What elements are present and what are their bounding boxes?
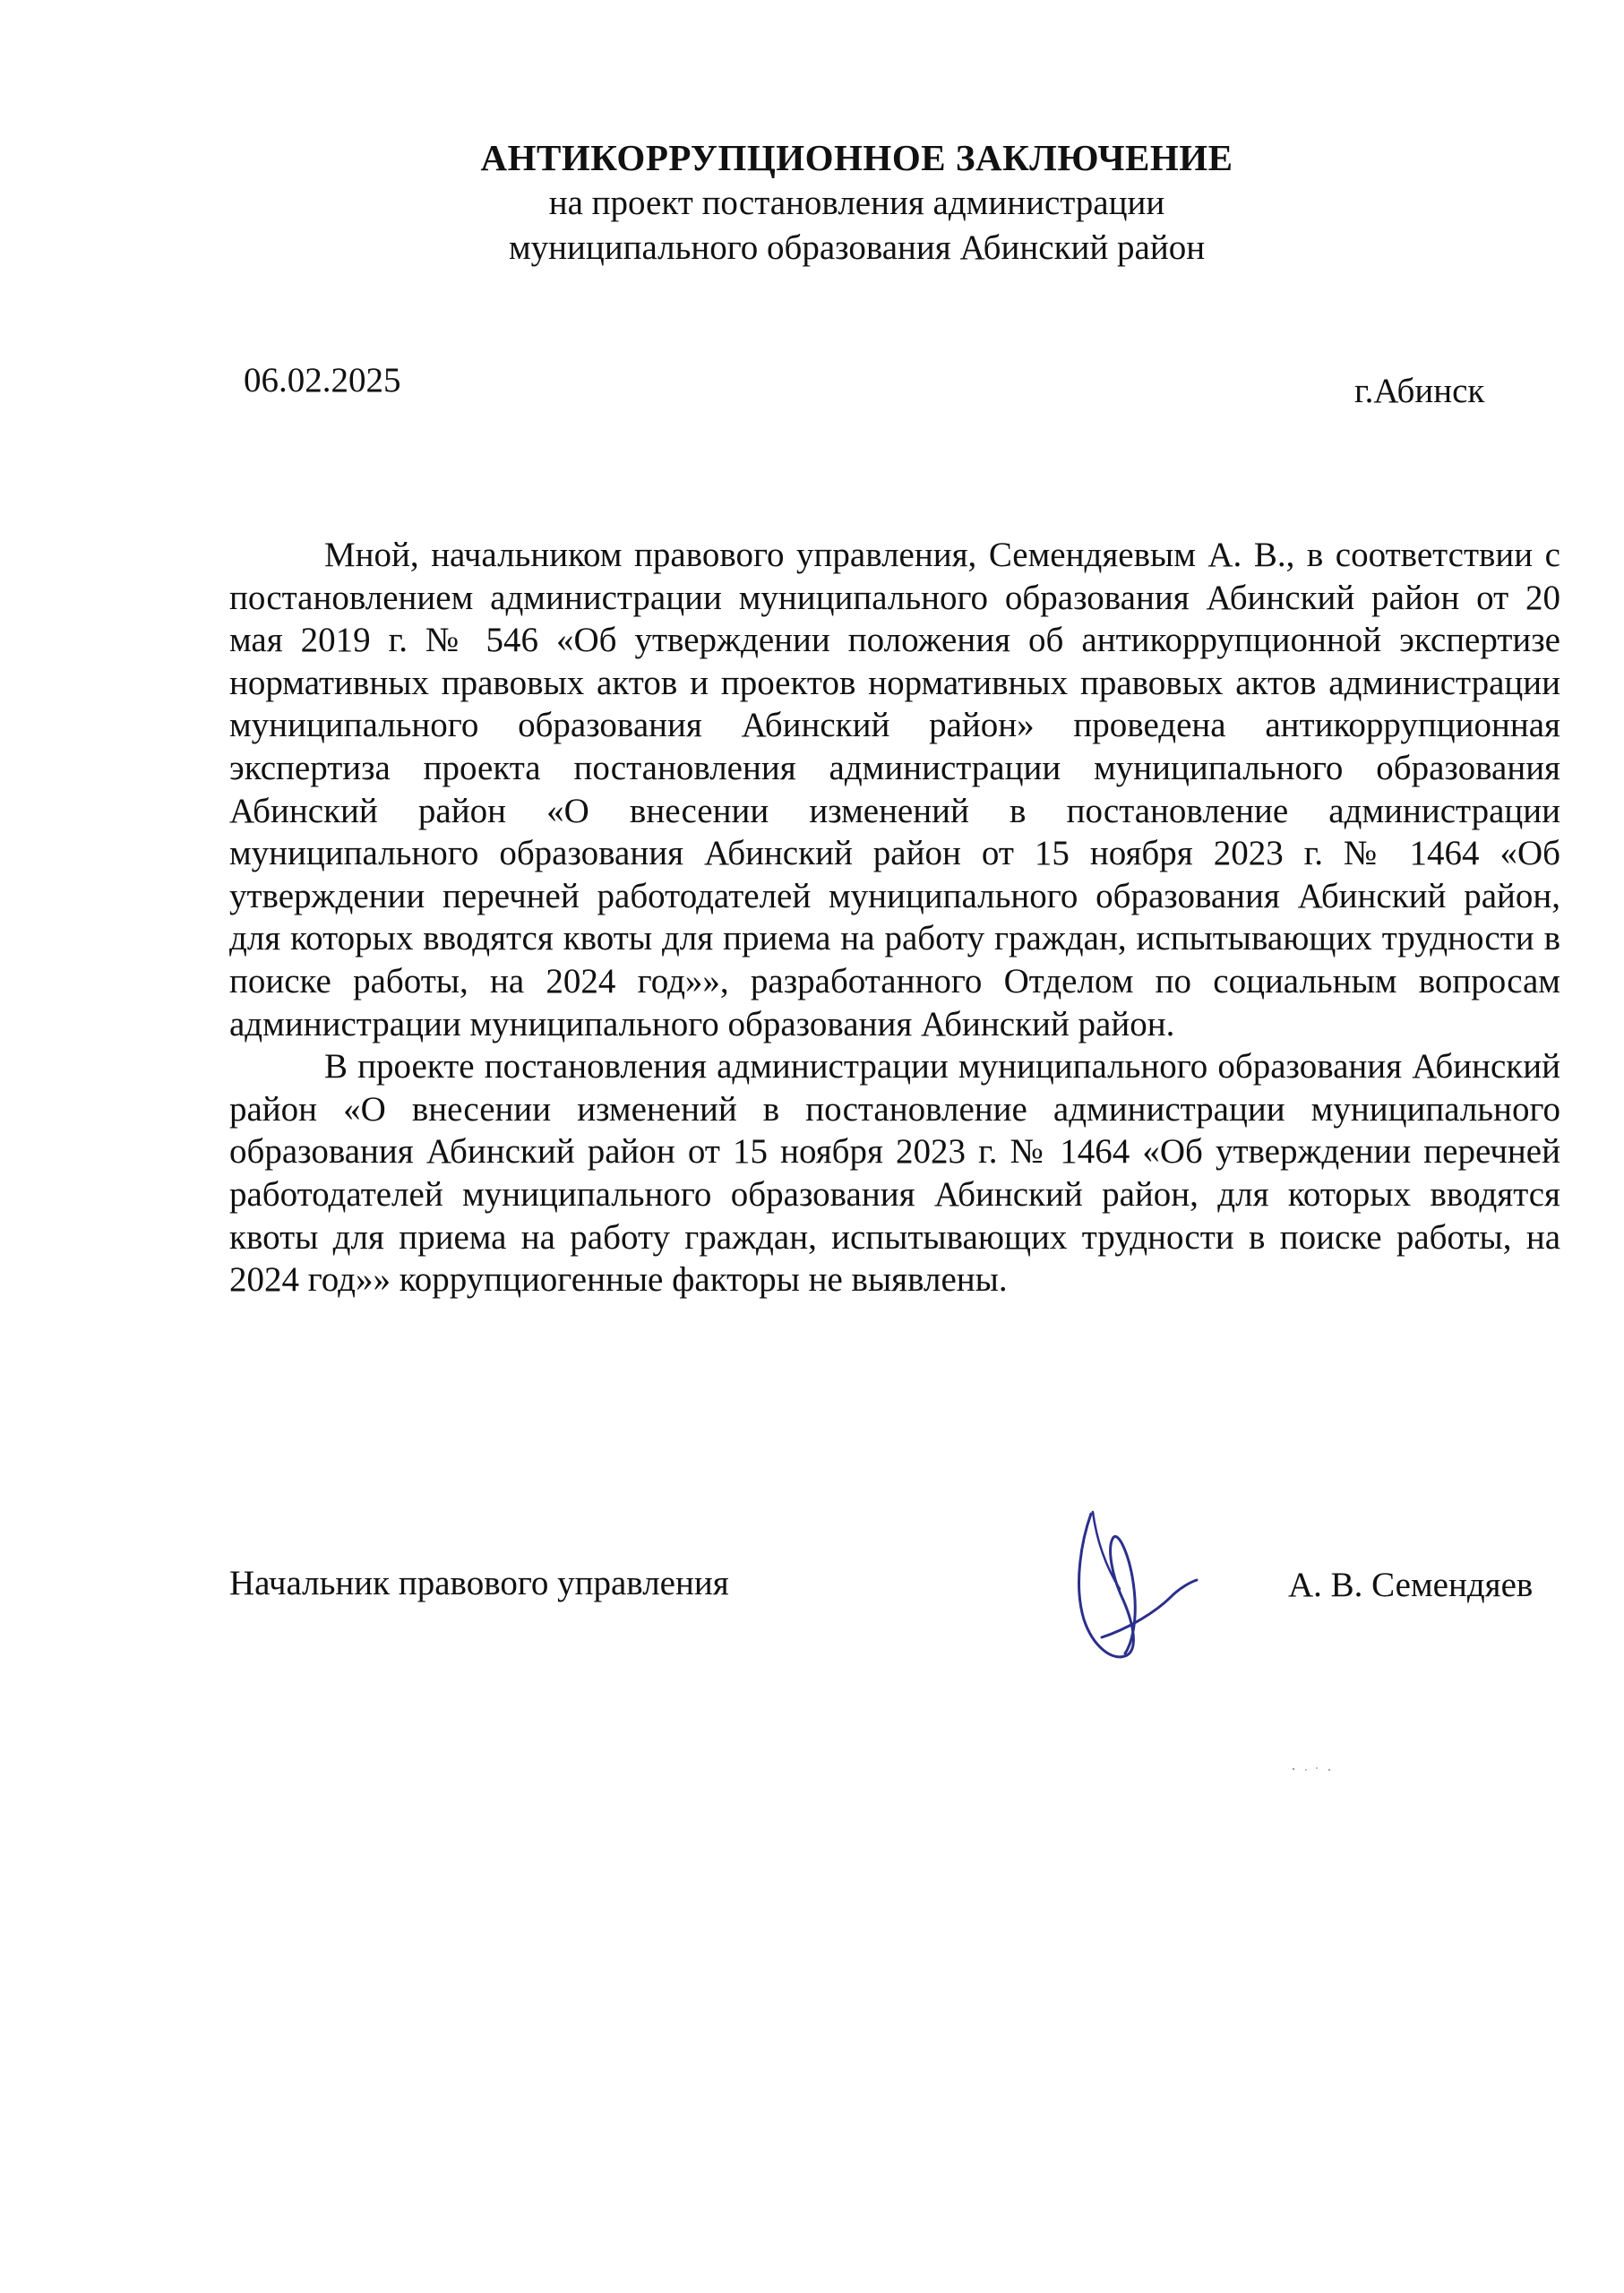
document-body: [229, 534, 1560, 1301]
handwritten-signature: [1066, 1503, 1209, 1682]
signer-name: А. В. Семендяев: [1288, 1566, 1534, 1604]
scan-specks: [1290, 1765, 1344, 1773]
document-date: 06.02.2025: [244, 361, 401, 399]
document-city: г.Абинск: [1354, 372, 1485, 410]
document-subtitle-line-1: на проект постановления администрации: [548, 184, 1165, 222]
document-title: АНТИКОРРУПЦИОННОЕ ЗАКЛЮЧЕНИЕ: [480, 137, 1233, 178]
body-paragraph-2: В проекте постановления администрации муниципального образования Абинский район «О внесении изменений в постановление администрации муниципального образования Абинский район от 15 ноября 2023 г. № 1464 «Об утверждении перечней работодателей муниципального образования Абинский район, для которых вводятся квоты для приема на работу граждан, испытывающих трудности в поиске работы, на 2024 год»» коррупциогенные факторы не выявлены.: [229, 1047, 1560, 1300]
document-subtitle-line-2: муниципального образования Абинский район: [508, 228, 1206, 267]
body-paragraph-1: Мной, начальником правового управления, Семендяевым А. В., в соответствии с постановлением администрации муниципального образования Абинский район от 20 мая 2019 г. № 546 «Об утверждении положения об антикоррупционной экспертизе нормативных правовых актов и проектов нормативных правовых актов администрации муниципального образования Абинский район» проведена антикоррупционная экспертиза проекта постановления администрации муниципального образования Абинский район «О внесении изменений в постановление администрации муниципального образования Абинский район от 15 ноября 2023 г. № 1464 «Об утверждении перечней работодателей муниципального образования Абинский район, для которых вводятся квоты для приема на работу граждан, испытывающих трудности в поиске работы, на 2024 год»», разработанного Отделом по социальным вопросам администрации муниципального образования Абинский район.: [229, 536, 1560, 1043]
document-heading: [0, 134, 1624, 271]
signer-position: Начальник правового управления: [229, 1564, 729, 1602]
